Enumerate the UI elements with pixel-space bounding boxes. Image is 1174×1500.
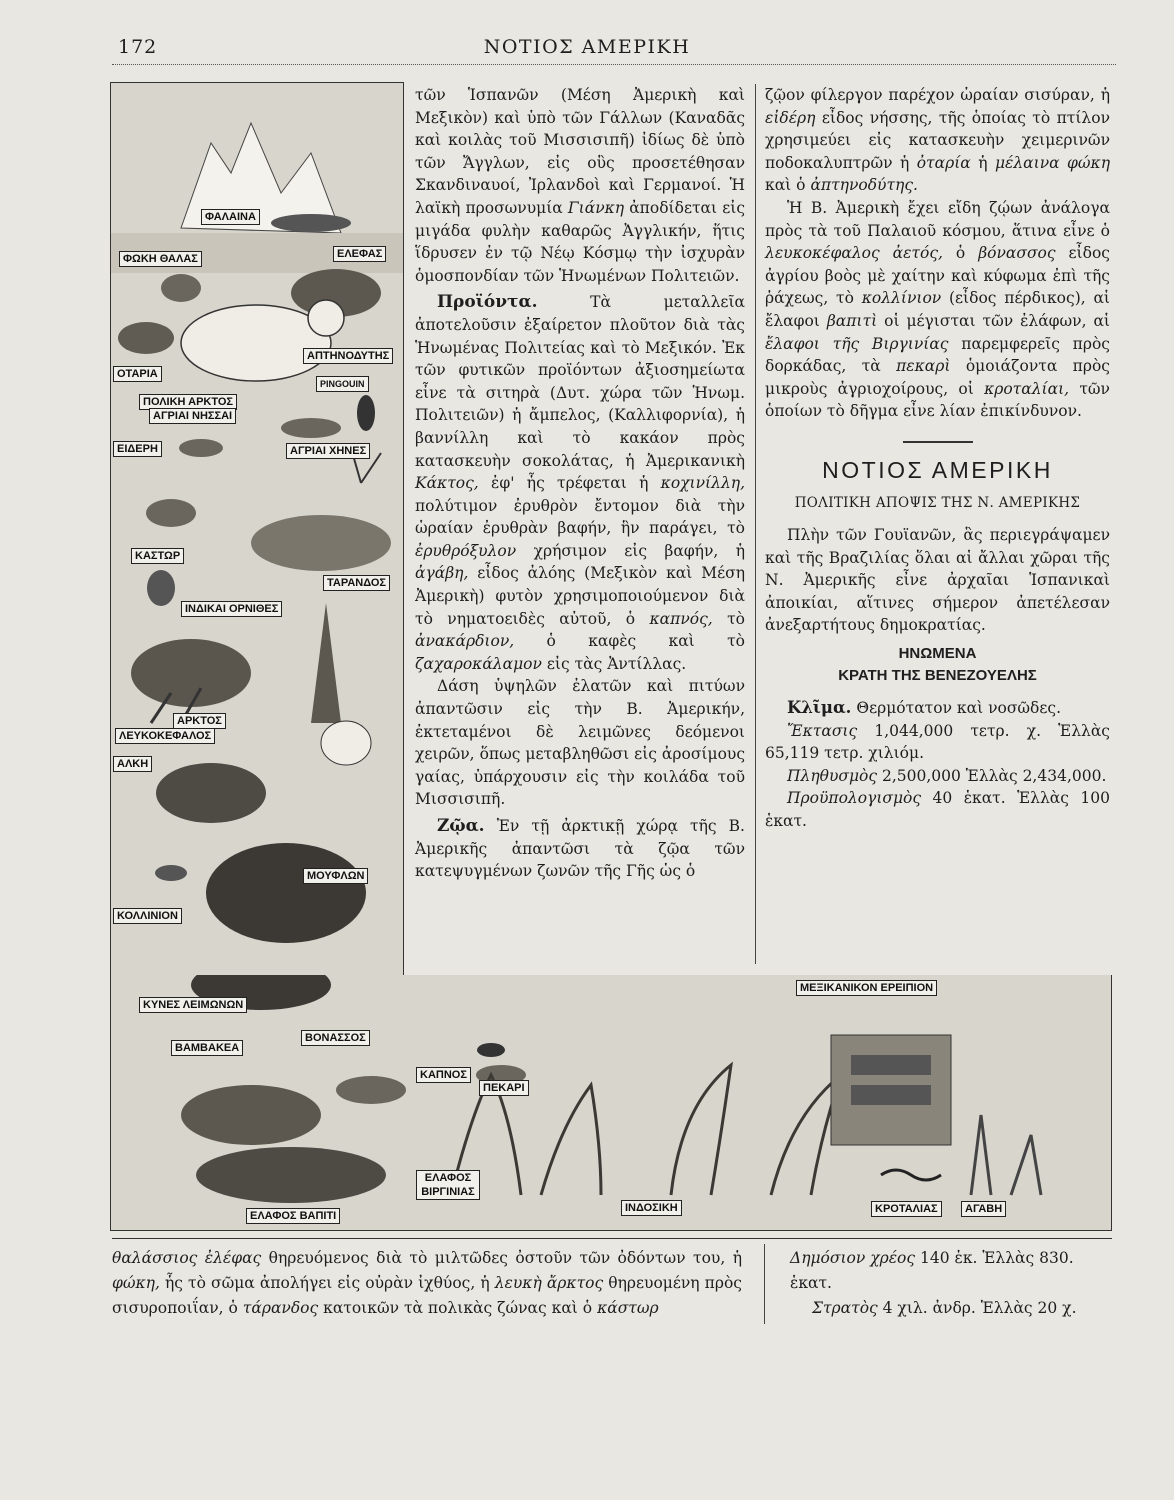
label-bison: ΒΟΝΑΣΣΟΣ — [301, 1030, 370, 1046]
stat-area-value: 1,044,000 τετρ. χ. Ἑλλὰς 65,119 τετρ. χιλιόμ. — [765, 721, 1110, 763]
label-turkeys: ΙΝΔΙΚΑΙ ΟΡΝΙΘΕΣ — [181, 601, 282, 617]
term-wapiti: βαπιτὶ — [826, 311, 878, 330]
column-divider — [755, 84, 756, 964]
stat-budget-value: 40 ἑκατ. Ἑλλὰς 100 ἑκατ. — [765, 789, 1110, 831]
term-grouse: κολλίνιον — [861, 289, 942, 308]
label-penguin: ΑΠΤΗΝΟΔΥΤΗΣ — [303, 348, 393, 364]
text-colonists: τῶν Ἱσπανῶν (Μέση Ἀμερικὴ καὶ Μεξικὸν) καὶ ὑπὸ τῶν Γάλλων (Καναδᾶς καὶ κοιλὰς τοῦ Μισσισιπῆ) ἰδίως δὲ ὑπὸ τῶν Ἄγγλων, εἰς οὓς προσετέθησαν Σκανδιναυοί, Ἰρλανδοὶ καὶ Γερμανοί. — [415, 86, 745, 195]
section-subtitle: ΠΟΛΙΤΙΚΗ ΑΠΟΨΙΣ ΤΗΣ Ν. ΑΜΕΡΙΚΗΣ — [794, 494, 1081, 511]
term-virginia-deer: ἔλαφοι τῆς Βιργινίας — [765, 334, 949, 353]
footer-text-8: κατοικῶν τὰ πολικὰς ζώνας καὶ ὁ — [323, 1299, 593, 1317]
label-cotton: ΒΑΜΒΑΚΕΑ — [171, 1040, 243, 1056]
label-rattlesnake: ΚΡΟΤΑΛΙΑΣ — [871, 1201, 942, 1217]
label-reindeer: ΤΑΡΑΝΔΟΣ — [323, 575, 390, 591]
text-products-e: πολύτιμον ἐρυθρὸν ἔντομον διὰ τὴν ὡραίαν ἐρυθρὰν βαφήν, ἣν παράγει, τὸ — [415, 496, 745, 538]
middle-text-column — [415, 84, 745, 883]
text-products-o: εἰς τὰς Ἀντίλλας. — [546, 654, 687, 673]
term-cochineal: κοχινίλλη, — [660, 474, 745, 493]
paragraph-colonists — [415, 84, 745, 287]
text-anglo-race: ἀποδίδεται εἰς μιγάδα φυλὴν καθαρῶς Ἀγγλικήν, ἥτις ἵδρυσεν ἐν τῷ Νέῳ Κόσμῳ τὴν ἰσχυρὰν ὁμοσπονδίαν τῶν Ἡνωμένων Πολιτειῶν. — [415, 198, 745, 285]
label-mouflon: ΜΟΥΦΛΩΝ — [303, 868, 368, 884]
label-prairie-dogs: ΚΥΝΕΣ ΛΕΙΜΩΝΩΝ — [139, 997, 247, 1013]
text-fauna-e: ἡ — [978, 153, 988, 172]
label-pingouin: PINGOUIN — [316, 376, 369, 392]
stat-population-key: Πληθυσμὸς — [787, 766, 878, 785]
header-rule — [112, 64, 1116, 65]
term-cashew: ἀνακάρδιον, — [415, 632, 515, 651]
term-black-seal: μέλαινα φώκη — [994, 153, 1110, 172]
text-animals-a: Ἐν τῇ ἀρκτικῇ χώρᾳ τῆς Β. Ἀμερικῆς ἀπαντῶσι τὰ ζῷα τῶν κατεψυγμένων ζωνῶν τῆς Γῆς ὡς ὁ — [415, 817, 745, 881]
text-analogues-e: εἶδος ἀγρίου βοὸς μὲ χαίτην καὶ κύφωμα ἐπὶ τῆς ῥάχεως, τὸ — [765, 244, 1110, 308]
text-analogues-c: ὁ — [955, 244, 966, 263]
paragraph-arctic-fauna — [765, 84, 1110, 197]
label-otaria: ΟΤΑΡΙΑ — [113, 366, 162, 382]
footer-left-text — [112, 1246, 742, 1321]
term-otaria: ὀταρία — [916, 153, 971, 172]
text-products-m: ὁ καφὲς καὶ τὸ — [546, 632, 745, 651]
stat-public-debt — [790, 1246, 1110, 1296]
term-polar-bear: λευκὴ ἄρκτος — [494, 1274, 604, 1292]
label-moose: ΑΛΚΗ — [113, 756, 152, 772]
label-virginia-deer: ΕΛΑΦΟΣ ΒΙΡΓΙΝΙΑΣ — [416, 1170, 480, 1200]
label-mexican-ruin: ΜΕΞΙΚΑΝΙΚΟΝ ΕΡΕΙΠΙΟΝ — [796, 980, 937, 996]
label-peccary: ΠΕΚΑΡΙ — [479, 1080, 529, 1096]
section-title: ΝΟΤΙΟΣ ΑΜΕΡΙΚΗ — [822, 456, 1053, 483]
label-polar-bear: ΠΟΛΙΚΗ ΑΡΚΤΟΣ — [139, 394, 237, 410]
stat-population-value: 2,500,000 Ἑλλὰς 2,434,000. — [882, 766, 1107, 785]
footer-divider — [764, 1244, 765, 1324]
term-yankee: Γιάνκη — [567, 198, 625, 217]
label-agave: ΑΓΑΒΗ — [961, 1201, 1006, 1217]
footer-text-6: θηρευομένη πρὸς σισυροποιΐαν, ὁ — [112, 1274, 742, 1317]
label-wapiti: ΕΛΑΦΟΣ ΒΑΠΙΤΙ — [246, 1208, 340, 1224]
label-beaver: ΚΑΣΤΩΡ — [131, 548, 184, 564]
fauna-engraving-bottom — [111, 975, 1111, 1230]
stat-climate-value: Θερμότατον καὶ νοσῶδες. — [856, 699, 1062, 718]
text-products-k: τὸ — [727, 609, 746, 628]
term-peccary: πεκαρὶ — [896, 357, 951, 376]
term-eider: εἰδέρη — [765, 108, 816, 127]
stat-climate — [765, 697, 1110, 720]
subheading-venezuela — [765, 643, 1110, 687]
stat-debt-value: 140 ἑκ. Ἑλλὰς 830. ἑκατ. — [790, 1249, 1074, 1292]
stat-budget-key: Προϋπολογισμὸς — [787, 789, 922, 808]
heading-animals: Ζῷα. — [437, 816, 485, 836]
text-fauna-c: εἶδος νήσσης, τῆς ὁποίας τὸ πτίλον χρησιμεύει εἰς κατασκευὴν χειμερινῶν ποδοκαλυπτρῶν ἡ — [765, 108, 1110, 172]
stat-army — [790, 1296, 1110, 1321]
label-eider: ΕΙΔΕΡΗ — [113, 441, 162, 457]
label-whale: ΦΑΛΑΙΝΑ — [201, 209, 260, 225]
stat-area — [765, 720, 1110, 765]
term-redwood: ἐρυθρόξυλον — [415, 541, 517, 560]
stat-army-key: Στρατὸς — [812, 1299, 878, 1317]
label-grouse: ΚΟΛΛΙΝΙΟΝ — [113, 908, 182, 924]
subheading-line-1: ΗΝΩΜΕΝΑ — [898, 645, 977, 663]
paragraph-forests: Δάση ὑψηλῶν ἐλατῶν καὶ πιτύων ἀπαντῶσιν εἰς τὴν Β. Ἀμερικήν, ἐκτεταμένοι δὲ λειμῶνες δεόμενοι χειρῶν, ὅπως μεταβληθῶσι εἰς ἀροσίμους γαίας, ὑπάρχουσιν εἰς τὴν κοιλάδα τοῦ Μισσισιπῆ. — [415, 677, 745, 809]
label-wild-geese: ΑΓΡΙΑΙ ΧΗΝΕΣ — [286, 443, 370, 459]
stat-budget — [765, 787, 1110, 832]
footer-text-4: ἧς τὸ σῶμα ἀπολήγει εἰς οὐρὰν ἰχθύος, ἡ — [164, 1274, 490, 1292]
text-products-c: ἐφ' ἧς τρέφεται ἡ — [491, 474, 649, 493]
stat-debt-key: Δημόσιον χρέος — [790, 1249, 916, 1267]
heading-products: Προϊόντα. — [437, 292, 538, 313]
paragraph-animals — [415, 815, 745, 883]
label-elephant-seal: ΕΛΕΦΑΣ — [333, 246, 386, 262]
label-indigo: ΙΝΔΟΣΙΚΗ — [621, 1200, 682, 1216]
term-reindeer: τάρανδος — [242, 1299, 319, 1317]
right-text-column — [765, 84, 1110, 833]
stat-population — [765, 765, 1110, 788]
fauna-illustration-panel — [110, 82, 404, 983]
term-sugarcane: ζαχαροκάλαμον — [415, 654, 542, 673]
text-analogues-a: Ἡ Β. Ἀμερικὴ ἔχει εἴδη ζῴων ἀνάλογα πρὸς τὰ τοῦ Παλαιοῦ κόσμου, ἅτινα εἶνε ὁ — [765, 198, 1110, 240]
stat-army-value: 4 χιλ. ἀνδρ. Ἑλλὰς 20 χ. — [882, 1299, 1077, 1317]
paragraph-products — [415, 291, 745, 675]
text-analogues-m: ὁμοιάζοντα πρὸς μικροὺς ἀγριοχοίρους, οἱ — [765, 357, 1110, 398]
term-rattlesnakes: κροταλίαι, — [984, 379, 1070, 398]
text-analogues-o: τῶν ὁποίων τὸ δῆγμα εἶνε λίαν ἐπικίνδυνον. — [765, 379, 1110, 421]
section-rule — [903, 441, 973, 443]
paragraph-old-world-analogues — [765, 197, 1110, 423]
paragraph-political: Πλὴν τῶν Γουϊανῶν, ἃς περιεγράψαμεν καὶ τῆς Βραζιλίας ὅλαι αἱ ἄλλαι χῶραι τῆς Ν. Ἀμερικῆς εἶνε ἀρχαῖαι Ἱσπανικαὶ ἀποικίαι, αἵτινες σήμερον ἀπετέλεσαν ἀνεξαρτήτους δημοκρατίας. — [765, 526, 1110, 635]
text-fauna-a: ζῷον φίλεργον παρέχον ὡραίαν σισύραν, ἡ — [765, 86, 1110, 104]
stat-area-key: Ἔκτασις — [787, 721, 858, 740]
text-analogues-g: (εἶδος πέρδικος), αἱ ἔλαφοι — [765, 289, 1110, 330]
term-seal: φώκη, — [112, 1274, 160, 1292]
label-bald-eagle: ΛΕΥΚΟΚΕΦΑΛΟΣ — [115, 728, 215, 744]
text-products-a: Τὰ μεταλλεῖα ἀποτελοῦσιν ἐξαίρετον πλοῦτον διὰ τὰς Ἡνωμένας Πολιτείας καὶ τὸ Μεξικόν. Ἐκ τῶν φυτικῶν προϊόντων ἀξιοσημείωτα εἶνε τὰ σιτηρὰ (Δυτ. χώρα τῶν Ἡνωμ. Πολιτειῶν) ἡ ἄμπελος, (Καλλιφορνία), ἡ βαννίλλη καὶ τὸ κακάον πρὸς κατασκευὴν σοκολάτας, ἡ Ἀμερικανικὴ — [415, 293, 745, 470]
text-nickname: Ἡ λαϊκὴ προσωνυμία — [415, 176, 745, 217]
label-wild-ducks: ΑΓΡΙΑΙ ΝΗΣΣΑΙ — [149, 408, 236, 424]
running-title: ΝΟΤΙΟΣ ΑΜΕΡΙΚΗ — [483, 36, 691, 58]
subheading-line-2: ΚΡΑΤΗ ΤΗΣ ΒΕΝΕΖΟΥΕΛΗΣ — [838, 667, 1037, 685]
term-bald-eagle: λευκοκέφαλος ἀετός, — [765, 244, 943, 263]
page-number: 172 — [118, 36, 158, 58]
text-products-g: χρήσιμον εἰς βαφήν, ἡ — [533, 541, 745, 560]
footer-rule — [112, 1238, 1112, 1239]
term-bison: βόνασσος — [978, 244, 1056, 263]
text-analogues-i: οἱ μέγισται τῶν ἐλάφων, αἱ — [884, 311, 1110, 330]
fauna-illustration-bottom — [110, 975, 1112, 1231]
term-elephant-seal: θαλάσσιος ἐλέφας — [112, 1249, 262, 1267]
footer-text-2: θηρευόμενος διὰ τὸ μιλτῶδες ὀστοῦν τῶν ὀδόντων του, ἡ — [268, 1249, 742, 1267]
term-agave: ἀγάβη, — [415, 564, 469, 583]
label-seal: ΦΩΚΗ ΘΑΛΑΣ — [119, 251, 202, 267]
text-fauna-g: καὶ ὁ — [765, 176, 806, 195]
term-cactus: Κάκτος, — [415, 474, 479, 493]
term-penguin: ἀπτηνοδύτης. — [810, 176, 918, 195]
text-analogues-k: παρεμφερεῖς πρὸς δορκάδας, τὰ — [765, 334, 1110, 376]
label-bear: ΑΡΚΤΟΣ — [173, 713, 226, 729]
text-products-i: εἶδος ἀλόης (Μεξικὸν καὶ Μέση Ἀμερικὴ) φυτὸν χρησιμοποιούμενον διὰ τὸ νηματοειδὲς αὐτοῦ, ὁ — [415, 564, 745, 628]
term-tobacco: καπνός, — [649, 609, 713, 628]
footer-right-stats — [790, 1246, 1110, 1321]
term-beaver: κάστωρ — [597, 1299, 659, 1317]
label-tobacco: ΚΑΠΝΟΣ — [416, 1067, 471, 1083]
stat-climate-key: Κλῖμα. — [787, 698, 852, 718]
